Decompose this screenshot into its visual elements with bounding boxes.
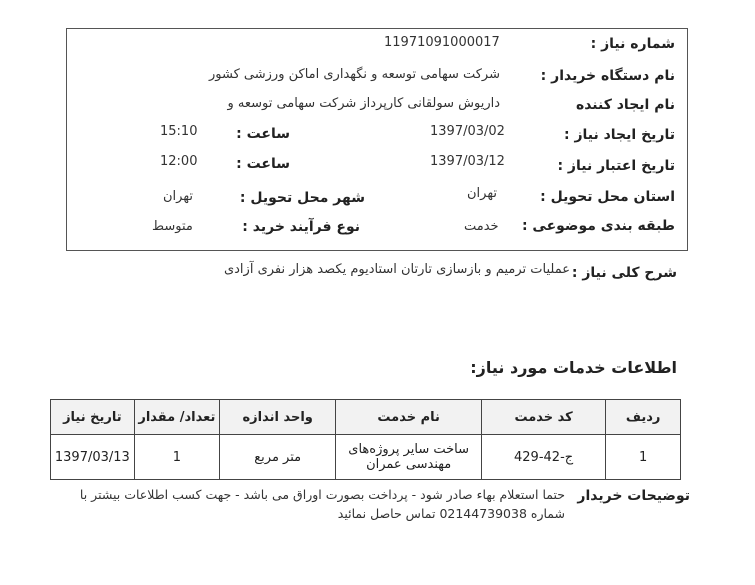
services-title: اطلاعات خدمات مورد نیاز:	[470, 358, 677, 377]
category-label: طبقه بندی موضوعی :	[521, 218, 675, 234]
col-service-code: کد خدمت	[481, 400, 605, 435]
valid-date-value: 1397/03/12	[430, 154, 505, 169]
province-label: استان محل تحویل :	[540, 189, 675, 205]
cell-service-code: ج-42-429	[481, 435, 605, 480]
process-value: متوسط	[152, 219, 193, 234]
buyer-value: شرکت سهامی توسعه و نگهداری اماکن ورزشی کشور	[209, 67, 500, 82]
cell-need-date: 1397/03/13	[51, 435, 135, 480]
created-date-label: تاریخ ایجاد نیاز :	[563, 127, 675, 143]
city-value: تهران	[163, 189, 193, 204]
city-label: شهر محل تحویل :	[239, 190, 365, 206]
cell-quantity: 1	[134, 435, 219, 480]
services-table	[50, 399, 681, 480]
cell-unit: متر مربع	[219, 435, 335, 480]
creator-label: نام ایجاد کننده	[575, 97, 675, 113]
created-date-value: 1397/03/02	[430, 124, 505, 139]
created-time-label: ساعت :	[236, 126, 290, 142]
col-service-name: نام خدمت	[336, 400, 482, 435]
col-quantity: تعداد/ مقدار	[134, 400, 219, 435]
col-row-number: ردیف	[606, 400, 681, 435]
province-value: تهران	[467, 186, 497, 201]
buyer-notes-line2: شماره 02144739038 تماس حاصل نمائید	[337, 506, 565, 521]
summary-text: عملیات ترمیم و بازسازی تارتان استادیوم یکصد هزار نفری آزادی	[223, 262, 570, 277]
summary-label: شرح کلی نیاز :	[571, 265, 677, 281]
col-unit: واحد اندازه	[219, 400, 335, 435]
cell-row-number: 1	[606, 435, 681, 480]
category-value: خدمت	[464, 219, 499, 234]
created-time-value: 15:10	[160, 124, 198, 139]
valid-time-label: ساعت :	[236, 156, 290, 172]
need-number-value: 11971091000017	[384, 35, 500, 50]
need-number-label: شماره نیاز :	[590, 36, 675, 52]
process-label: نوع فرآیند خرید :	[242, 219, 360, 235]
buyer-label: نام دستگاه خریدار :	[540, 68, 675, 84]
table-row	[51, 435, 681, 480]
buyer-notes-label: توضیحات خریدار	[577, 488, 690, 504]
table-header-row	[51, 400, 681, 435]
valid-time-value: 12:00	[160, 154, 198, 169]
creator-value: داریوش سولقانی کارپرداز شرکت سهامی توسعه و	[227, 96, 500, 111]
valid-date-label: تاریخ اعتبار نیاز :	[557, 158, 675, 174]
cell-service-name: ساخت سایر پروژه‌های مهندسی عمران	[336, 435, 482, 480]
buyer-notes-line1: حتما استعلام بهاء صادر شود - پرداخت بصورت اوراق می باشد - جهت کسب اطلاعات بیشتر با	[79, 487, 565, 502]
col-need-date: تاریخ نیاز	[51, 400, 135, 435]
